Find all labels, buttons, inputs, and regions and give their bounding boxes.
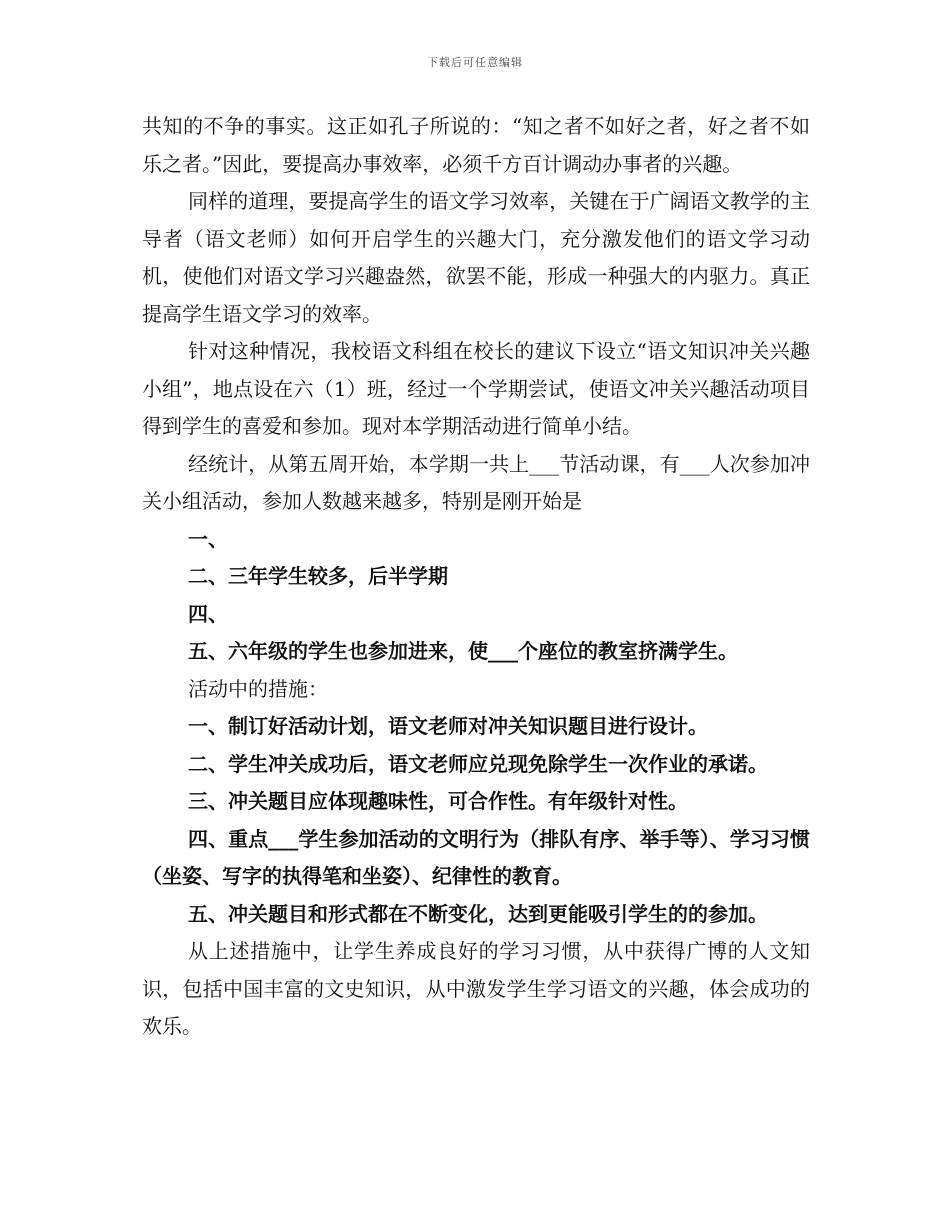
paragraph-background: 针对这种情况，我校语文科组在校长的建议下设立“语文知识冲关兴趣小组”，地点设在六（1）班，经过一个学期尝试，使语文冲关兴趣活动项目得到学生的喜爱和参加。现对本学期活动进行简单小结。 <box>142 339 810 438</box>
paragraph-conclusion: 从上述措施中，让学生养成良好的学习习惯，从中获得广博的人文知识，包括中国丰富的文史知识，从中激发学生学习语文的兴趣，体会成功的欢乐。 <box>142 939 810 1038</box>
page-header: 下载后可任意编辑 <box>427 56 523 69</box>
document-body <box>142 108 810 1046</box>
list-item: 一、 <box>188 526 228 551</box>
list-item: 四、 <box>188 601 228 626</box>
measure-item: 二、学生冲关成功后，语文老师应兑现免除学生一次作业的承诺。 <box>188 751 768 776</box>
paragraph-statistics: 经统计，从第五周开始，本学期一共上___节活动课，有___人次参加冲关小组活动，参加人数越来越多，特别是刚开始是 <box>142 451 810 513</box>
measures-heading: 活动中的措施： <box>188 676 328 701</box>
measure-item: 四、重点___学生参加活动的文明行为（排队有序、举手等）、学习习惯（坐姿、写字的执得笔和坐姿）、纪律性的教育。 <box>142 826 810 888</box>
paragraph-intro: 共知的不争的事实。这正如孔子所说的：“知之者不如好之者，好之者不如乐之者。”因此，要提高办事效率，必须千方百计调动办事者的兴趣。 <box>142 114 810 176</box>
measure-item: 一、制订好活动计划，语文老师对冲关知识题目进行设计。 <box>188 714 708 738</box>
measure-item: 五、冲关题目和形式都在不断变化，达到更能吸引学生的的参加。 <box>188 901 768 926</box>
paragraph-principle: 同样的道理，要提高学生的语文学习效率，关键在于广阔语文教学的主导者（语文老师）如何开启学生的兴趣大门，充分激发他们的语文学习动机，使他们对语文学习兴趣盎然，欲罢不能，形成一种强大的内驱力。真正提高学生语文学习的效率。 <box>142 189 810 326</box>
list-item: 二、三年学生较多，后半学期 <box>188 564 448 588</box>
list-item: 五、六年级的学生也参加进来，使___个座位的教室挤满学生。 <box>188 639 738 663</box>
measure-item: 三、冲关题目应体现趣味性，可合作性。有年级针对性。 <box>188 789 688 813</box>
